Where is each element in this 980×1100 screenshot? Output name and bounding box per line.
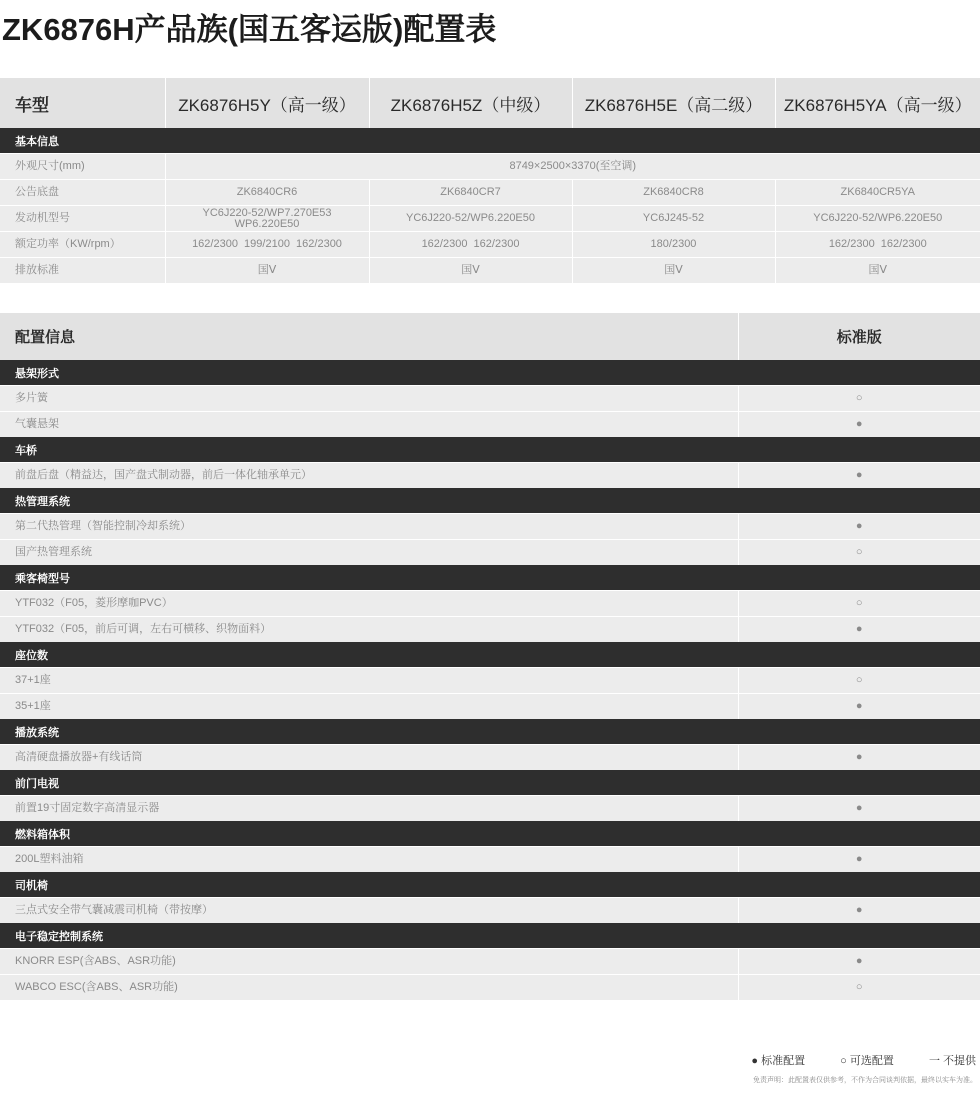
standard-mark-icon: ● (738, 514, 980, 540)
config-header-title: 配置信息 (0, 313, 738, 360)
optional-mark-icon: ○ (738, 668, 980, 694)
section-row (0, 565, 980, 591)
spec-header-col: ZK6876H5Z（中级） (369, 78, 572, 128)
config-row (0, 796, 980, 822)
standard-mark-icon: ● (738, 949, 980, 975)
standard-mark-icon: ● (738, 745, 980, 771)
standard-mark-icon: ● (738, 463, 980, 489)
spec-header-col: ZK6876H5E（高二级） (572, 78, 775, 128)
standard-mark-icon: ● (738, 847, 980, 873)
spec-cell: 162/2300 162/2300 (775, 232, 980, 258)
section-title: 座位数 (0, 642, 980, 668)
config-header-standard: 标准版 (738, 313, 980, 360)
optional-mark-icon: ○ (738, 386, 980, 412)
config-item-label: 37+1座 (0, 668, 738, 694)
section-title: 热管理系统 (0, 488, 980, 514)
config-row (0, 975, 980, 1001)
spec-row (0, 154, 980, 180)
spec-cell: ZK6840CR6 (165, 180, 369, 206)
spec-cell: YC6J220-52/WP7.270E53 WP6.220E50 (165, 206, 369, 232)
config-item-label: 气囊悬架 (0, 412, 738, 438)
config-row (0, 514, 980, 540)
config-row (0, 898, 980, 924)
config-row (0, 745, 980, 771)
section-title: 电子稳定控制系统 (0, 923, 980, 949)
section-row (0, 719, 980, 745)
section-row (0, 488, 980, 514)
spec-row (0, 258, 980, 284)
config-row (0, 463, 980, 489)
section-title: 乘客椅型号 (0, 565, 980, 591)
config-item-label: 高清硬盘播放器+有线话筒 (0, 745, 738, 771)
disclaimer: 免责声明：此配置表仅供参考，不作为合同谈判依据，最终以实车为准。 (753, 1077, 977, 1084)
section-row (0, 128, 980, 154)
section-row (0, 360, 980, 386)
spec-cell: ZK6840CR7 (369, 180, 572, 206)
config-item-label: YTF032（F05，前后可调，左右可横移、织物面料） (0, 617, 738, 643)
config-row (0, 847, 980, 873)
config-item-label: YTF032（F05，菱形摩咖PVC） (0, 591, 738, 617)
spec-row-label: 排放标准 (0, 258, 165, 284)
spec-cell: 180/2300 (572, 232, 775, 258)
spec-row-label: 公告底盘 (0, 180, 165, 206)
section-title: 悬架形式 (0, 360, 980, 386)
spec-cell: 国Ⅴ (369, 258, 572, 284)
spec-cell: 国Ⅴ (165, 258, 369, 284)
config-item-label: 第二代热管理（智能控制冷却系统） (0, 514, 738, 540)
config-row (0, 694, 980, 720)
section-title: 前门电视 (0, 770, 980, 796)
section-row (0, 923, 980, 949)
config-item-label: 200L塑料油箱 (0, 847, 738, 873)
config-header-row (0, 313, 980, 360)
section-row (0, 770, 980, 796)
config-row (0, 540, 980, 566)
config-item-label: KNORR ESP(含ABS、ASR功能) (0, 949, 738, 975)
config-row (0, 412, 980, 438)
standard-mark-icon: ● (738, 898, 980, 924)
standard-mark-icon: ● (738, 412, 980, 438)
config-row (0, 668, 980, 694)
section-row (0, 821, 980, 847)
spec-row-label: 外观尺寸(mm) (0, 154, 165, 180)
section-row (0, 437, 980, 463)
config-table (0, 313, 980, 1000)
spec-row (0, 206, 980, 232)
config-item-label: 国产热管理系统 (0, 540, 738, 566)
config-row (0, 386, 980, 412)
standard-mark-icon: ● (738, 796, 980, 822)
legend (751, 1052, 976, 1068)
optional-mark-icon: ○ (738, 975, 980, 1001)
spec-header-col: ZK6876H5Y（高一级） (165, 78, 369, 128)
config-item-label: 35+1座 (0, 694, 738, 720)
standard-mark-icon: ● (738, 694, 980, 720)
spec-row (0, 232, 980, 258)
section-title: 司机椅 (0, 872, 980, 898)
spec-cell: 162/2300 199/2100 162/2300 (165, 232, 369, 258)
spec-header-row (0, 78, 980, 128)
spec-cell: YC6J220-52/WP6.220E50 (775, 206, 980, 232)
spec-cell: ZK6840CR5YA (775, 180, 980, 206)
spec-cell: 国Ⅴ (572, 258, 775, 284)
spec-header-col: ZK6876H5YA（高一级） (775, 78, 980, 128)
config-row (0, 949, 980, 975)
page-title: ZK6876H产品族(国五客运版)配置表 (2, 12, 497, 47)
standard-mark-icon: ● (738, 617, 980, 643)
spec-cell: ZK6840CR8 (572, 180, 775, 206)
section-title: 基本信息 (0, 128, 980, 154)
legend-standard: ● 标准配置 (751, 1055, 806, 1067)
spec-cell: YC6J245-52 (572, 206, 775, 232)
legend-optional: ○ 可选配置 (840, 1055, 894, 1067)
legend-none: 一 不提供 (928, 1055, 976, 1067)
config-row (0, 591, 980, 617)
section-title: 燃料箱体积 (0, 821, 980, 847)
config-item-label: 前置19寸固定数字高清显示器 (0, 796, 738, 822)
spec-cell-merged: 8749×2500×3370(至空调) (165, 154, 980, 180)
spec-header-model: 车型 (0, 78, 165, 128)
spec-row-label: 额定功率（KW/rpm） (0, 232, 165, 258)
spec-cell: YC6J220-52/WP6.220E50 (369, 206, 572, 232)
section-title: 播放系统 (0, 719, 980, 745)
config-item-label: 前盘后盘（精益达，国产盘式制动器，前后一体化轴承单元） (0, 463, 738, 489)
optional-mark-icon: ○ (738, 540, 980, 566)
config-item-label: WABCO ESC(含ABS、ASR功能) (0, 975, 738, 1001)
spec-cell: 162/2300 162/2300 (369, 232, 572, 258)
section-row (0, 642, 980, 668)
config-item-label: 多片簧 (0, 386, 738, 412)
optional-mark-icon: ○ (738, 591, 980, 617)
spec-table (0, 78, 980, 283)
spec-row (0, 180, 980, 206)
section-title: 车桥 (0, 437, 980, 463)
spec-cell: 国Ⅴ (775, 258, 980, 284)
config-item-label: 三点式安全带气囊减震司机椅（带按摩） (0, 898, 738, 924)
spec-row-label: 发动机型号 (0, 206, 165, 232)
section-row (0, 872, 980, 898)
config-row (0, 617, 980, 643)
